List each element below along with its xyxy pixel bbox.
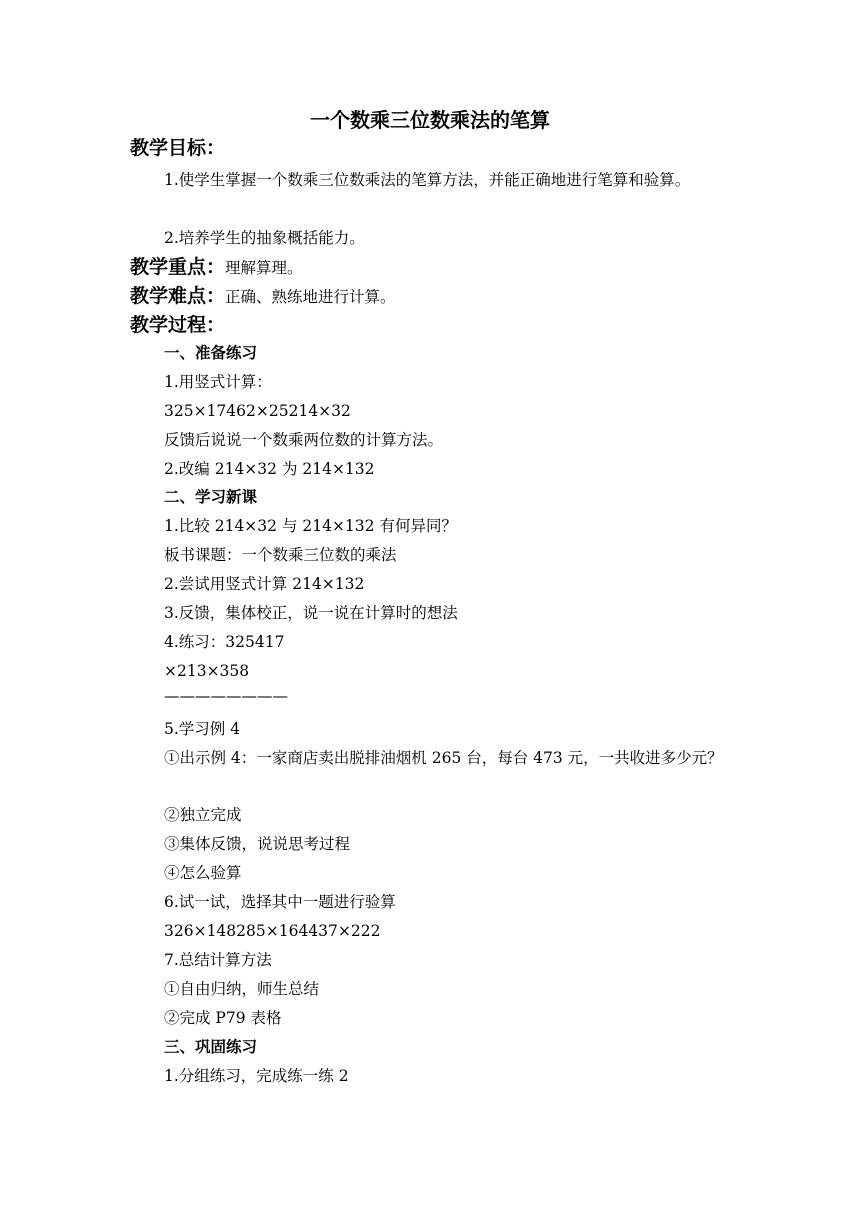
section-3-title: 三、巩固练习 — [164, 1038, 258, 1056]
key-point-value: 理解算理。 — [225, 259, 303, 277]
goals-heading: 教学目标： — [130, 137, 226, 159]
difficulty-label: 教学难点： — [130, 285, 226, 307]
section-2-line: 5.学习例 4 — [164, 720, 241, 738]
section-1-title: 一、准备练习 — [164, 344, 258, 362]
section-2-line: ②完成 P79 表格 — [164, 1009, 282, 1027]
section-2-line: 3.反馈，集体校正，说一说在计算时的想法 — [164, 604, 458, 622]
section-3-line: 1.分组练习，完成练一练 2 — [164, 1067, 349, 1085]
section-2-divider: ———————— — [164, 687, 288, 705]
key-point-label: 教学重点： — [130, 256, 226, 278]
goal-item-1: 1.使学生掌握一个数乘三位数乘法的笔算方法，并能正确地进行笔算和验算。 — [164, 171, 691, 189]
section-2-title: 二、学习新课 — [164, 488, 258, 506]
example-4-text: ①出示例 4：一家商店卖出脱排油烟机 265 台，每台 473 元，一共收进多少元？ — [164, 749, 723, 767]
section-2-line: ④怎么验算 — [164, 864, 242, 882]
section-2-line: 326×148285×164437×222 — [164, 922, 381, 940]
section-2-line: 板书课题：一个数乘三位数的乘法 — [164, 546, 397, 564]
section-1-line: 2.改编 214×32 为 214×132 — [164, 460, 375, 478]
section-2-line: 7.总结计算方法 — [164, 951, 272, 969]
section-2-line: ×213×358 — [164, 662, 250, 680]
section-2-line: 2.尝试用竖式计算 214×132 — [164, 575, 365, 593]
section-2-line: ①自由归纳，师生总结 — [164, 980, 320, 998]
page-title: 一个数乘三位数乘法的笔算 — [310, 108, 550, 132]
section-1-line: 反馈后说说一个数乘两位数的计算方法。 — [164, 431, 444, 449]
section-1-line: 325×17462×25214×32 — [164, 402, 351, 420]
key-point — [130, 253, 303, 283]
goal-item-2: 2.培养学生的抽象概括能力。 — [164, 229, 365, 247]
section-2-line: 4.练习：325417 — [164, 633, 285, 651]
section-1-line: 1.用竖式计算： — [164, 373, 272, 391]
section-2-line: 6.试一试，选择其中一题进行验算 — [164, 893, 396, 911]
difficulty-value: 正确、熟练地进行计算。 — [225, 288, 396, 306]
difficulty — [130, 282, 396, 312]
section-2-line: ②独立完成 — [164, 806, 242, 824]
process-heading: 教学过程： — [130, 314, 226, 336]
section-2-line: ③集体反馈，说说思考过程 — [164, 835, 351, 853]
section-2-line: 1.比较 214×32 与 214×132 有何异同？ — [164, 517, 457, 535]
